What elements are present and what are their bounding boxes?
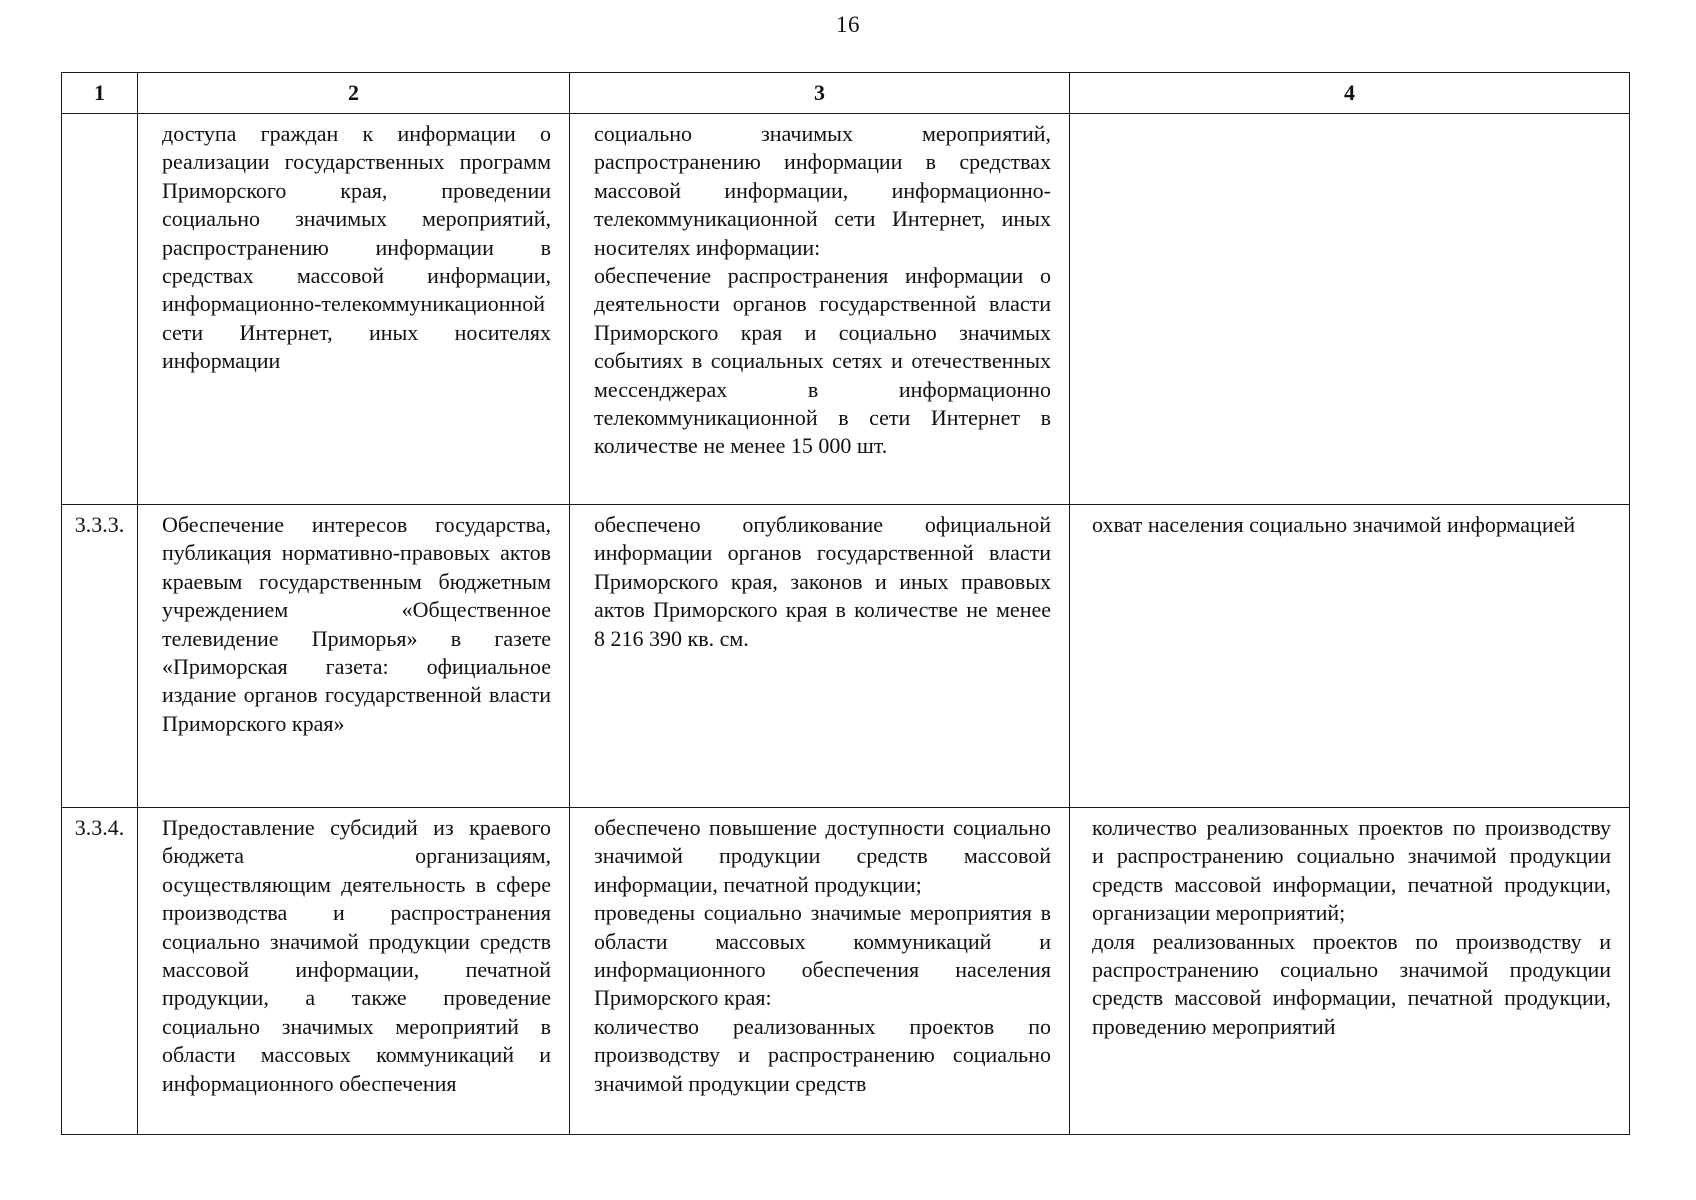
indicator-cell <box>1070 808 1630 1135</box>
result-text: социально значимых мероприятий, распространению информации в средствах массовой информации, информационно-телекоммуникационной сети Интернет, иных носителях информации: обеспечение распространения информации о деятельности органов государственной власти Приморского края и социально значимых событиях в социальных сетях и отечественных мессенджерах в информационно телекоммуникационной в сети Интернет в количестве не менее 15 000 шт. <box>594 121 1051 459</box>
program-table <box>61 72 1630 1135</box>
indicator-cell <box>1070 505 1630 808</box>
activity-cell <box>138 505 570 808</box>
indicator-text: количество реализованных проектов по производству и распространению социально значимой продукции средств массовой информации, печатной продукции, организации мероприятий; доля реализованных проектов по производству и распространению социально значимой продукции средств массовой информации, печатной продукции, проведению мероприятий <box>1092 815 1611 1039</box>
row-number-cell: 3.3.4. <box>62 808 138 1135</box>
page-number: 16 <box>836 12 860 37</box>
column-header-1: 1 <box>62 73 138 114</box>
indicator-text: охват населения социально значимой информацией <box>1092 512 1576 537</box>
table-header-row <box>62 73 1630 114</box>
activity-cell <box>138 808 570 1135</box>
indicator-cell <box>1070 114 1630 505</box>
column-header-4: 4 <box>1070 73 1630 114</box>
table-row <box>62 114 1630 505</box>
row-number-cell <box>62 114 138 505</box>
table-row <box>62 808 1630 1135</box>
result-text: обеспечено повышение доступности социально значимой продукции средств массовой информации, печатной продукции; проведены социально значимые мероприятия в области массовых коммуникаций и информационного обеспечения населения Приморского края: количество реализованных проектов по производству и распространению социально значимой продукции средств <box>594 815 1051 1096</box>
activity-text: Предоставление субсидий из краевого бюджета организациям, осуществляющим деятельность в сфере производства и распространения социально значимой продукции средств массовой информации, печатной продукции, а также проведение социально значимых мероприятий в области массовых коммуникаций и информационного обеспечения <box>162 815 551 1096</box>
result-cell <box>570 114 1070 505</box>
result-cell <box>570 505 1070 808</box>
activity-text: доступа граждан к информации о реализации государственных программ Приморского края, проведении социально значимых мероприятий, распространению информации в средствах массовой информации, информационно-телекоммуникационной сети Интернет, иных носителях информации <box>162 121 551 374</box>
row-number-cell: 3.3.3. <box>62 505 138 808</box>
column-header-2: 2 <box>138 73 570 114</box>
activity-text: Обеспечение интересов государства, публикация нормативно-правовых актов краевым государственным бюджетным учреждением «Общественное телевидение Приморья» в газете «Приморская газета: официальное издание органов государственной власти Приморского края» <box>162 512 551 736</box>
result-cell <box>570 808 1070 1135</box>
result-text: обеспечено опубликование официальной информации органов государственной власти Приморского края, законов и иных правовых актов Приморского края в количестве не менее 8 216 390 кв. см. <box>594 512 1051 651</box>
activity-cell <box>138 114 570 505</box>
table-row <box>62 505 1630 808</box>
column-header-3: 3 <box>570 73 1070 114</box>
